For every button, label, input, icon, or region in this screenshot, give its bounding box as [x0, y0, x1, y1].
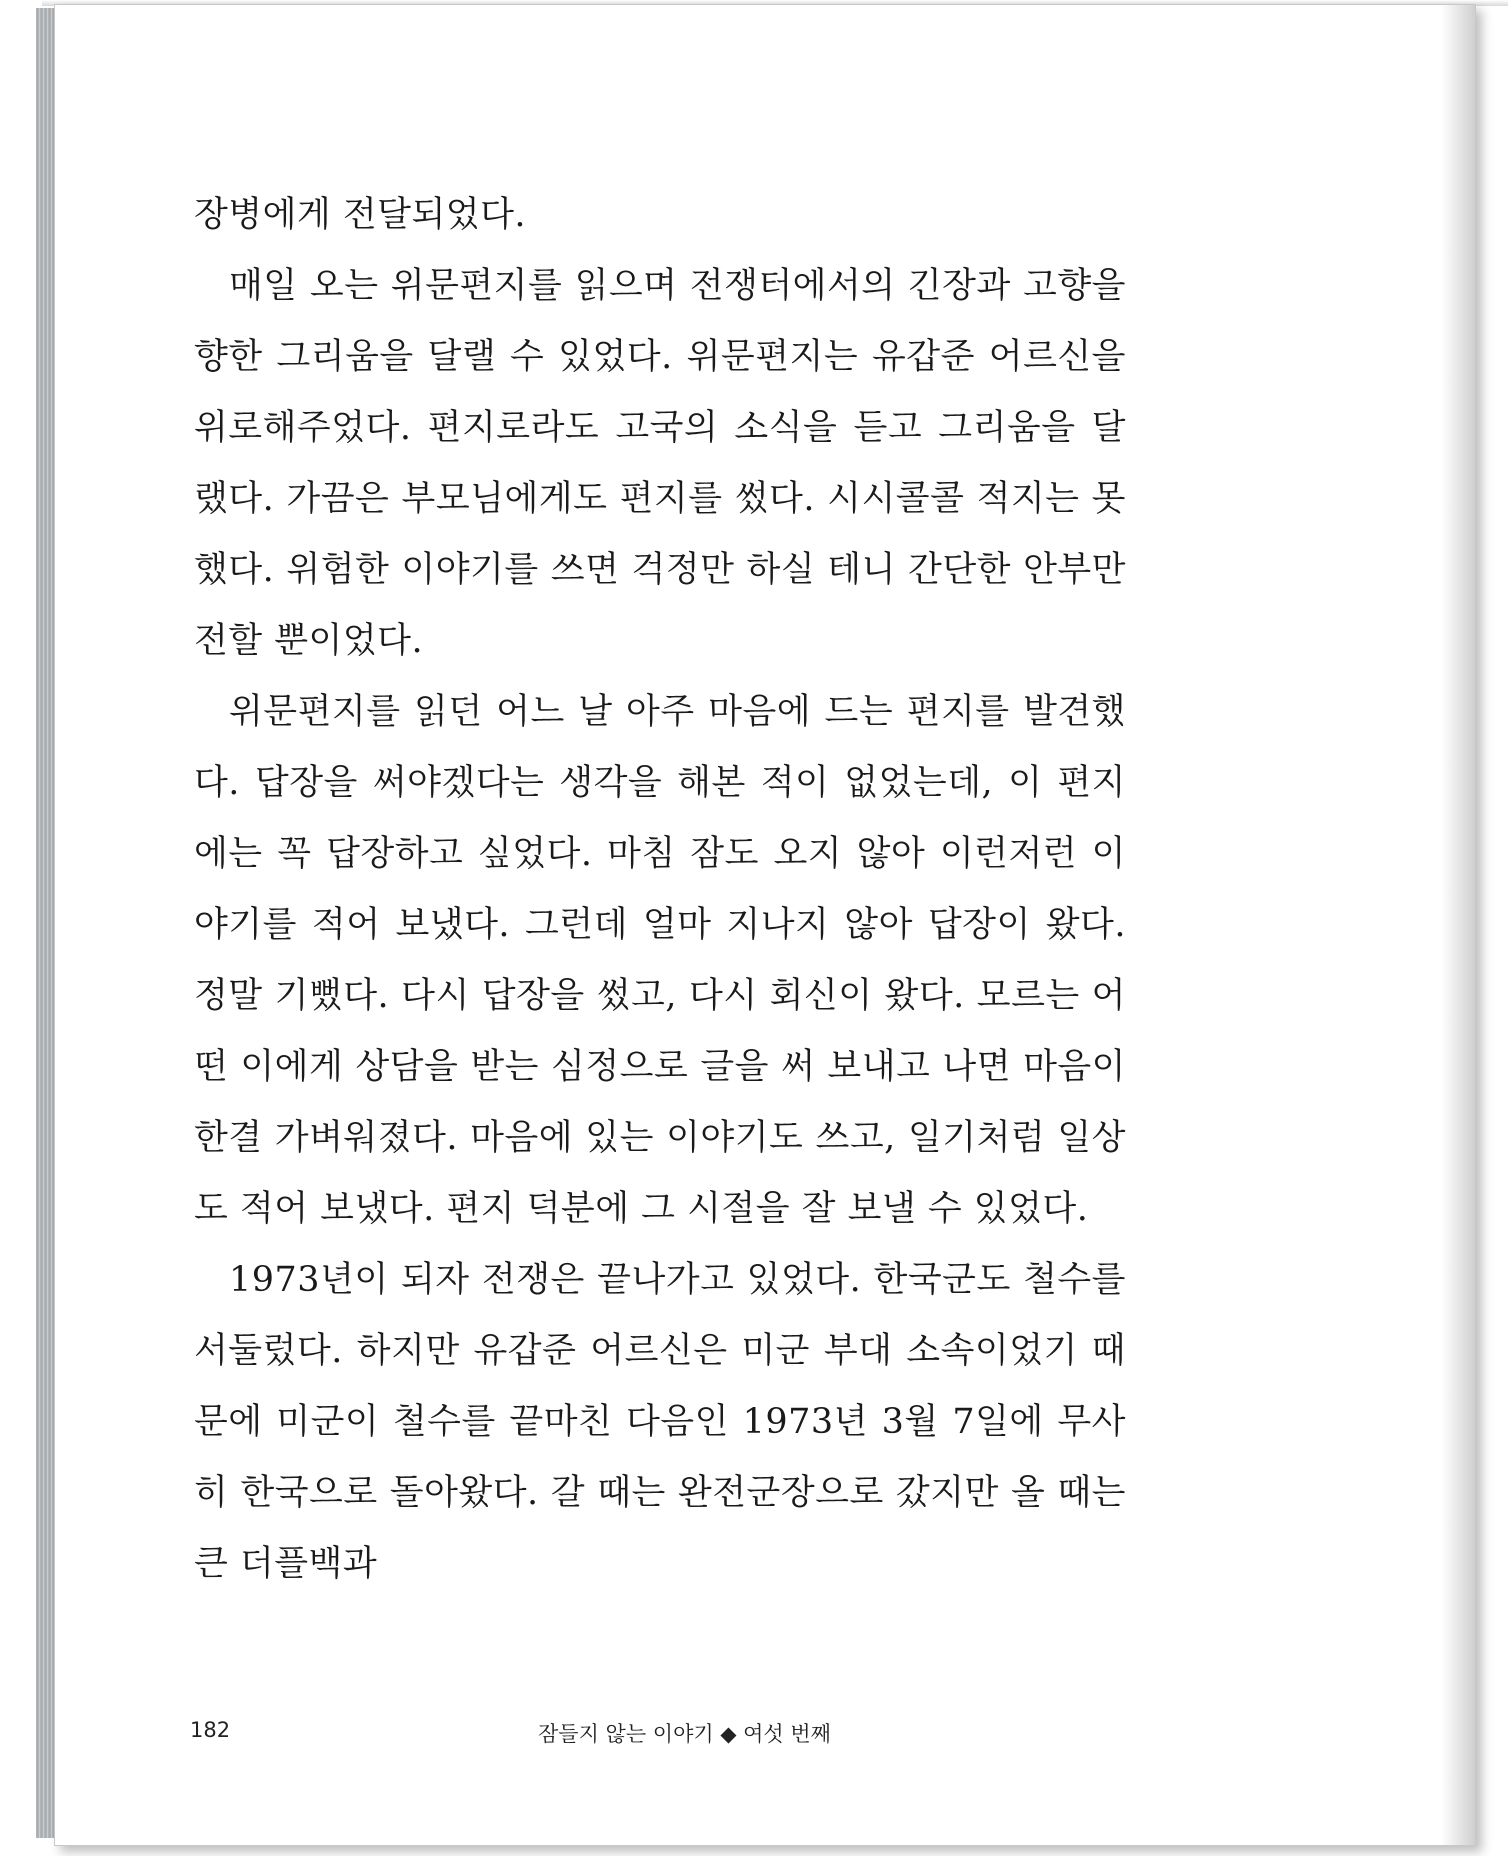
paragraph-3: 위문편지를 읽던 어느 날 아주 마음에 드는 편지를 발견했다. 답장을 써야겠다는 생각을 해본 적이 없었는데, 이 편지에는 꼭 답장하고 싶었다. 마침 잠도 오지 않아 이런저런 이야기를 적어 보냈다. 그런데 얼마 지나지 않아 답장이 왔다. 정말 기뻤다. 다시 답장을 썼고, 다시 회신이 왔다. 모르는 어떤 이에게 상담을 받는 심정으로 글을 써 보내고 나면 마음이 한결 가벼워졌다. 마음에 있는 이야기도 쓰고, 일기처럼 일상도 적어 보냈다. 편지 덕분에 그 시절을 잘 보낼 수 있었다. [194, 692, 1126, 1229]
paragraph-2: 매일 오는 위문편지를 읽으며 전쟁터에서의 긴장과 고향을 향한 그리움을 달랠 수 있었다. 위문편지는 유갑준 어르신을 위로해주었다. 편지로라도 고국의 소식을 듣고 그리움을 달랬다. 가끔은 부모님에게도 편지를 썼다. 시시콜콜 적지는 못했다. 위험한 이야기를 쓰면 걱정만 하실 테니 간단한 안부만 전할 뿐이었다. [194, 266, 1126, 661]
running-title: 잠들지 않는 이야기 ◆ 여섯 번째 [538, 1722, 831, 1746]
paragraph-1: 장병에게 전달되었다. [194, 195, 527, 235]
page-curl-shadow [1441, 5, 1475, 1845]
page-number: 182 [190, 1718, 231, 1742]
page-stack-edge [36, 8, 56, 1838]
body-text [194, 180, 1126, 1600]
paragraph-4: 1973년이 되자 전쟁은 끝나가고 있었다. 한국군도 철수를 서둘렀다. 하지만 유갑준 어르신은 미군 부대 소속이었기 때문에 미군이 철수를 끝마친 다음인 1973년 3월 7일에 무사히 한국으로 돌아왔다. 갈 때는 완전군장으로 갔지만 올 때는 큰 더플백과 [194, 1260, 1126, 1584]
